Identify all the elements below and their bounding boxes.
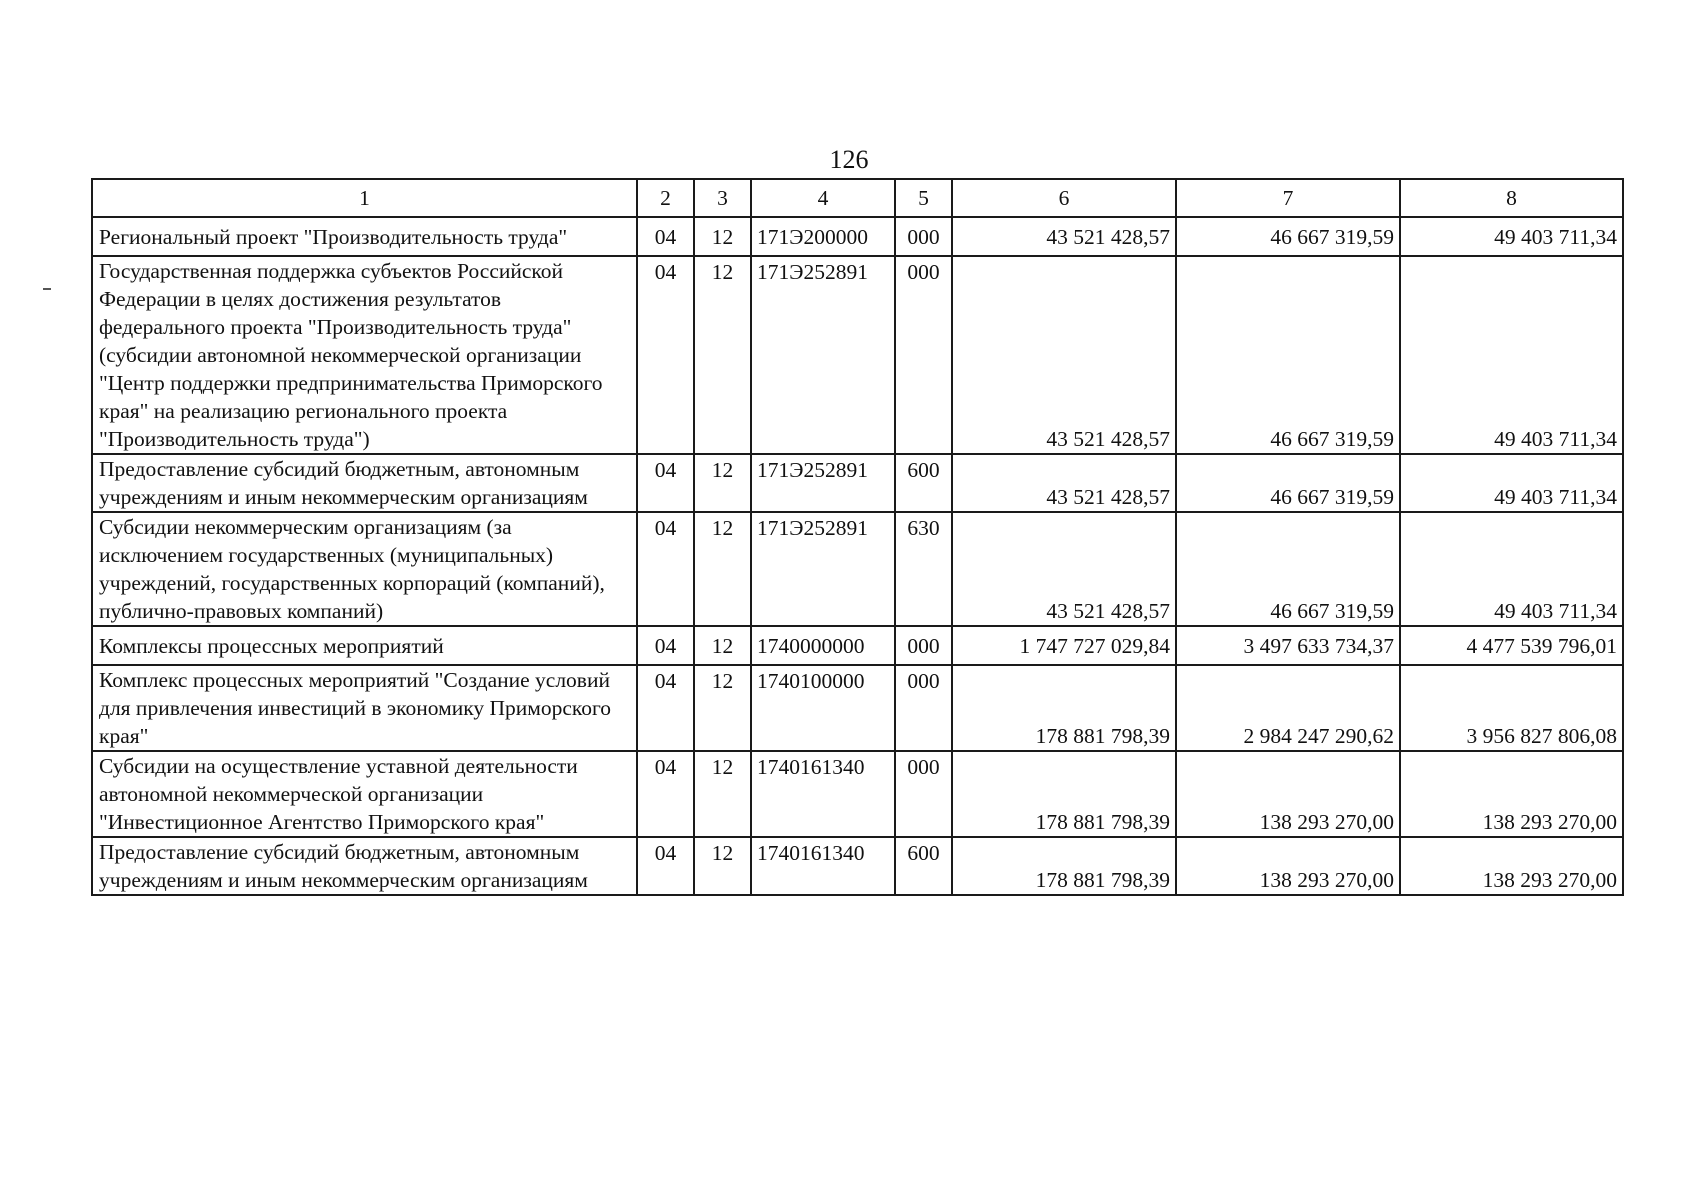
row-amount-col7: 46 667 319,59 (1176, 217, 1400, 256)
row-target-code: 1740000000 (751, 626, 895, 665)
row-amount-col7: 46 667 319,59 (1176, 256, 1400, 454)
row-subsection: 12 (694, 626, 751, 665)
row-expense-type: 600 (895, 454, 952, 512)
row-amount-col8: 49 403 711,34 (1400, 512, 1623, 626)
row-expense-type: 000 (895, 256, 952, 454)
table-row (92, 626, 1623, 665)
row-amount-col7: 2 984 247 290,62 (1176, 665, 1400, 751)
row-amount-col7: 3 497 633 734,37 (1176, 626, 1400, 665)
row-amount-col7: 46 667 319,59 (1176, 512, 1400, 626)
header-col-1: 1 (92, 179, 637, 217)
row-amount-col6: 178 881 798,39 (952, 665, 1176, 751)
row-amount-col8: 49 403 711,34 (1400, 256, 1623, 454)
row-amount-col6: 178 881 798,39 (952, 837, 1176, 895)
row-section: 04 (637, 626, 694, 665)
row-amount-col6: 43 521 428,57 (952, 256, 1176, 454)
page-number: 126 (829, 145, 869, 174)
row-amount-col8: 3 956 827 806,08 (1400, 665, 1623, 751)
row-expense-type: 000 (895, 626, 952, 665)
header-row (92, 179, 1623, 217)
table-row (92, 454, 1623, 512)
row-section: 04 (637, 454, 694, 512)
row-name: Региональный проект "Производительность труда" (92, 217, 637, 256)
row-target-code: 1740161340 (751, 837, 895, 895)
row-amount-col8: 138 293 270,00 (1400, 751, 1623, 837)
row-target-code: 171Э252891 (751, 454, 895, 512)
row-subsection: 12 (694, 751, 751, 837)
table-row (92, 837, 1623, 895)
row-amount-col6: 1 747 727 029,84 (952, 626, 1176, 665)
row-name: Государственная поддержка субъектов Российской Федерации в целях достижения результатов федерального проекта "Производительность труда" (субсидии автономной некоммерческой организации "Центр поддержки предпринимательства Приморского края" на реализацию регионального проекта "Производительность труда") (92, 256, 637, 454)
header-col-7: 7 (1176, 179, 1400, 217)
row-expense-type: 600 (895, 837, 952, 895)
header-col-3: 3 (694, 179, 751, 217)
row-subsection: 12 (694, 512, 751, 626)
row-amount-col6: 43 521 428,57 (952, 512, 1176, 626)
row-section: 04 (637, 256, 694, 454)
row-amount-col8: 49 403 711,34 (1400, 217, 1623, 256)
row-subsection: 12 (694, 217, 751, 256)
header-col-8: 8 (1400, 179, 1623, 217)
row-name: Комплексы процессных мероприятий (92, 626, 637, 665)
table-row (92, 217, 1623, 256)
row-subsection: 12 (694, 665, 751, 751)
row-amount-col7: 138 293 270,00 (1176, 837, 1400, 895)
row-expense-type: 000 (895, 751, 952, 837)
row-expense-type: 000 (895, 665, 952, 751)
scan-mark (43, 288, 51, 290)
row-name: Субсидии на осуществление уставной деятельности автономной некоммерческой организации "Инвестиционное Агентство Приморского края" (92, 751, 637, 837)
row-target-code: 171Э252891 (751, 256, 895, 454)
row-expense-type: 630 (895, 512, 952, 626)
row-section: 04 (637, 665, 694, 751)
row-name: Предоставление субсидий бюджетным, автономным учреждениям и иным некоммерческим организациям (92, 837, 637, 895)
row-subsection: 12 (694, 454, 751, 512)
header-col-6: 6 (952, 179, 1176, 217)
row-target-code: 1740161340 (751, 751, 895, 837)
row-name: Субсидии некоммерческим организациям (за исключением государственных (муниципальных) учреждений, государственных корпораций (компаний), публично-правовых компаний) (92, 512, 637, 626)
table-row (92, 256, 1623, 454)
row-section: 04 (637, 837, 694, 895)
header-col-5: 5 (895, 179, 952, 217)
row-expense-type: 000 (895, 217, 952, 256)
table-row (92, 665, 1623, 751)
header-col-2: 2 (637, 179, 694, 217)
row-target-code: 171Э200000 (751, 217, 895, 256)
row-name: Комплекс процессных мероприятий "Создание условий для привлечения инвестиций в экономику Приморского края" (92, 665, 637, 751)
row-target-code: 1740100000 (751, 665, 895, 751)
row-amount-col8: 4 477 539 796,01 (1400, 626, 1623, 665)
header-col-4: 4 (751, 179, 895, 217)
table-row (92, 751, 1623, 837)
table-row (92, 512, 1623, 626)
budget-table (91, 178, 1624, 896)
row-section: 04 (637, 751, 694, 837)
row-target-code: 171Э252891 (751, 512, 895, 626)
row-amount-col6: 178 881 798,39 (952, 751, 1176, 837)
row-amount-col6: 43 521 428,57 (952, 454, 1176, 512)
row-section: 04 (637, 217, 694, 256)
row-section: 04 (637, 512, 694, 626)
row-amount-col6: 43 521 428,57 (952, 217, 1176, 256)
row-amount-col7: 46 667 319,59 (1176, 454, 1400, 512)
row-amount-col8: 138 293 270,00 (1400, 837, 1623, 895)
row-amount-col7: 138 293 270,00 (1176, 751, 1400, 837)
row-subsection: 12 (694, 837, 751, 895)
row-amount-col8: 49 403 711,34 (1400, 454, 1623, 512)
row-subsection: 12 (694, 256, 751, 454)
row-name: Предоставление субсидий бюджетным, автономным учреждениям и иным некоммерческим организациям (92, 454, 637, 512)
